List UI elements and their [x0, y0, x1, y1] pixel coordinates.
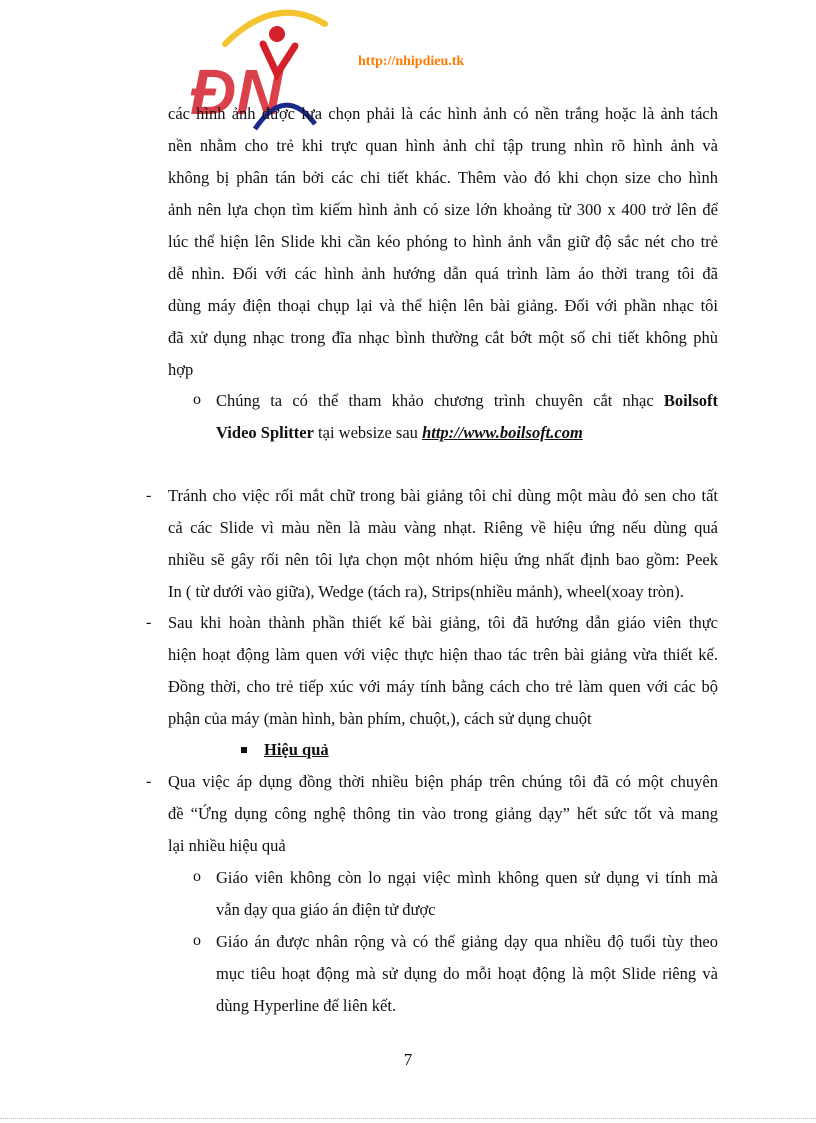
paragraph-line: dễ nhìn. Đối với các hình ảnh hướng dẫn quá trình làm áo thời trang tôi đã [168, 264, 718, 283]
list-line: lại nhiều hiệu quả [168, 836, 286, 855]
software-name: Video Splitter [216, 423, 314, 442]
list-line: Đồng thời, cho trẻ tiếp xúc với máy tính bằng cách cho trẻ làm quen với các bộ [168, 677, 718, 696]
paragraph-line: không bị phân tán bởi các chi tiết khác. Thêm vào đó khi chọn size cho hình [168, 168, 718, 187]
list-line: nhiều sẽ gây rối nên tôi lựa chọn một nhóm hiệu ứng nhất định bao gồm: Peek [168, 550, 718, 569]
list-line: đề “Ứng dụng công nghệ thông tin vào trong giảng dạy” hết sức tốt và mang [168, 804, 718, 823]
paragraph-line: nền nhằm cho trẻ khi trực quan hình ảnh chỉ tập trung nhìn rõ hình ảnh và [168, 136, 718, 155]
circle-bullet-marker: o [193, 391, 201, 408]
paragraph-line: đã xử dụng nhạc trong đĩa nhạc bình thường cắt bớt một số chi tiết không phù [168, 328, 718, 347]
sub-bullet-line: dùng Hyperline để liên kết. [216, 996, 397, 1015]
paragraph-line: các hình ảnh được lựa chọn phải là các hình ảnh có nền trắng hoặc là ảnh tách [168, 104, 718, 123]
bullet-line [216, 423, 583, 443]
sub-bullet-line: Giáo viên không còn lo ngại việc mình không quen sử dụng vi tính mà [216, 868, 718, 887]
list-line: cả các Slide vì màu nền là màu vàng nhạt. Riêng về hiệu ứng nếu dùng quá [168, 518, 718, 537]
circle-bullet-marker: o [193, 932, 201, 949]
sub-bullet-line: mục tiêu hoạt động mà sử dụng do mỗi hoạt động là một Slide riêng và [216, 964, 718, 983]
sub-bullet-line: vẫn dạy qua giáo án điện tử được [216, 900, 436, 919]
header-url[interactable]: http://nhipdieu.tk [358, 54, 465, 69]
page-bottom-divider [0, 1118, 816, 1119]
boilsoft-link[interactable]: http://www.boilsoft.com [422, 423, 583, 442]
list-line: Sau khi hoàn thành phần thiết kế bài giảng, tôi đã hướng dẫn giáo viên thực [168, 613, 718, 632]
list-line: hiện hoạt động làm quen với việc thực hiện thao tác trên bài giảng vừa thiết kế. [168, 645, 718, 664]
square-bullet-icon [241, 747, 247, 753]
bullet-line [216, 391, 718, 411]
section-heading: Hiệu quả [264, 740, 329, 759]
bullet-text: tại websize sau [313, 423, 423, 442]
paragraph-line: ảnh nên lựa chọn tìm kiếm hình ảnh có size lớn khoảng từ 300 x 400 trở lên để [168, 200, 718, 219]
page-number: 7 [403, 1050, 413, 1069]
bullet-text: Chúng ta có thể tham khảo chương trình chuyên cắt nhạc [216, 391, 654, 410]
dash-bullet-marker: - [146, 773, 152, 790]
paragraph-line: dùng máy điện thoại chụp lại và thể hiện lên bài giảng. Đối với phần nhạc tôi [168, 296, 718, 315]
paragraph-line: lúc thể hiện lên Slide khi cần kéo phóng to hình ảnh vẫn giữ độ sắc nét cho trẻ [168, 232, 718, 251]
paragraph-line: hợp [168, 360, 194, 379]
sub-bullet-line: Giáo án được nhân rộng và có thể giảng dạy qua nhiều độ tuổi tùy theo [216, 932, 718, 951]
circle-bullet-marker: o [193, 868, 201, 885]
list-line: Tránh cho việc rối mắt chữ trong bài giảng tôi chỉ dùng một màu đỏ sen cho tất [168, 486, 718, 505]
list-line: Qua việc áp dụng đồng thời nhiều biện pháp trên chúng tôi đã có một chuyên [168, 772, 718, 791]
svg-text:ĐN: ĐN [190, 56, 283, 128]
list-line: In ( từ dưới vào giữa), Wedge (tách ra), Strips(nhiều mảnh), wheel(xoay tròn). [168, 582, 684, 601]
dash-bullet-marker: - [146, 487, 152, 504]
list-line: phận của máy (màn hình, bàn phím, chuột,), cách sử dụng chuột [168, 709, 592, 728]
software-name: Boilsoft [663, 391, 719, 410]
dash-bullet-marker: - [146, 614, 152, 631]
